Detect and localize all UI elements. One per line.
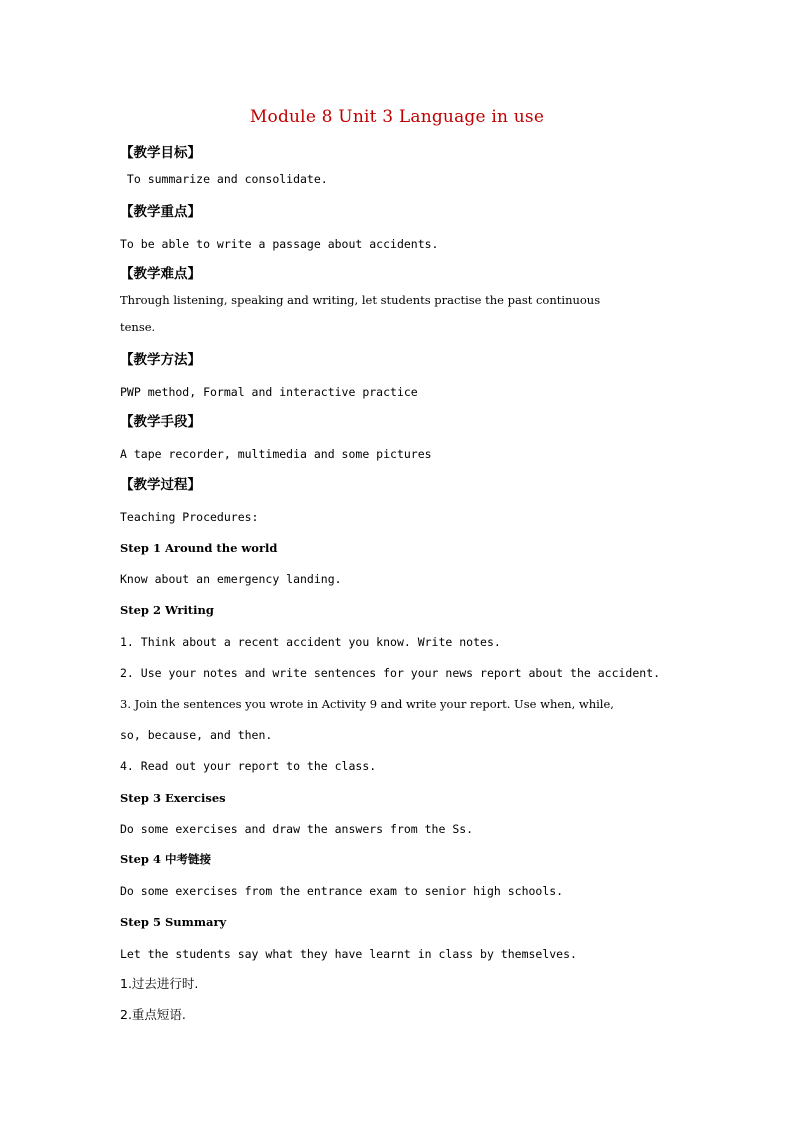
- objectives-text: To summarize and consolidate.: [120, 172, 328, 186]
- step5-text: Let the students say what they have learnt in class by themselves.: [120, 947, 577, 961]
- means-heading: 【教学手段】: [120, 414, 201, 430]
- step1-title: Step 1 Around the world: [120, 541, 278, 555]
- process-intro: Teaching Procedures:: [120, 510, 259, 524]
- methods-text: PWP method, Formal and interactive practice: [120, 385, 418, 399]
- step2-item1: 1. Think about a recent accident you know. Write notes.: [120, 635, 501, 649]
- key-points-heading: 【教学重点】: [120, 204, 201, 220]
- difficulties-text-line2: tense.: [120, 320, 156, 334]
- page-title: Module 8 Unit 3 Language in use: [249, 107, 545, 127]
- step4-text: Do some exercises from the entrance exam to senior high schools.: [120, 884, 564, 898]
- step3-title: Step 3 Exercises: [120, 791, 226, 805]
- step5-title: Step 5 Summary: [120, 915, 227, 929]
- difficulties-text-line1: Through listening, speaking and writing, let students practise the past continuous: [120, 293, 601, 307]
- step2-item3-line1: 3. Join the sentences you wrote in Activity 9 and write your report. Use when, while,: [120, 697, 614, 711]
- step2-item4: 4. Read out your report to the class.: [120, 759, 377, 773]
- key-points-text: To be able to write a passage about accidents.: [120, 237, 439, 251]
- step3-text: Do some exercises and draw the answers from the Ss.: [120, 822, 474, 836]
- step1-text: Know about an emergency landing.: [120, 572, 342, 586]
- methods-heading: 【教学方法】: [120, 352, 201, 368]
- step2-item2: 2. Use your notes and write sentences for your news report about the accident.: [120, 666, 661, 680]
- process-heading: 【教学过程】: [120, 477, 201, 493]
- summary-item2: 2.重点短语.: [120, 1007, 186, 1022]
- difficulties-heading: 【教学难点】: [120, 266, 201, 282]
- summary-item1: 1.过去进行时.: [120, 976, 199, 991]
- objectives-heading: 【教学目标】: [120, 145, 201, 161]
- means-text: A tape recorder, multimedia and some pictures: [120, 447, 432, 461]
- step4-title: Step 4 中考链接: [120, 852, 211, 866]
- step2-item3-line2: so, because, and then.: [120, 728, 273, 742]
- step2-title: Step 2 Writing: [120, 603, 214, 617]
